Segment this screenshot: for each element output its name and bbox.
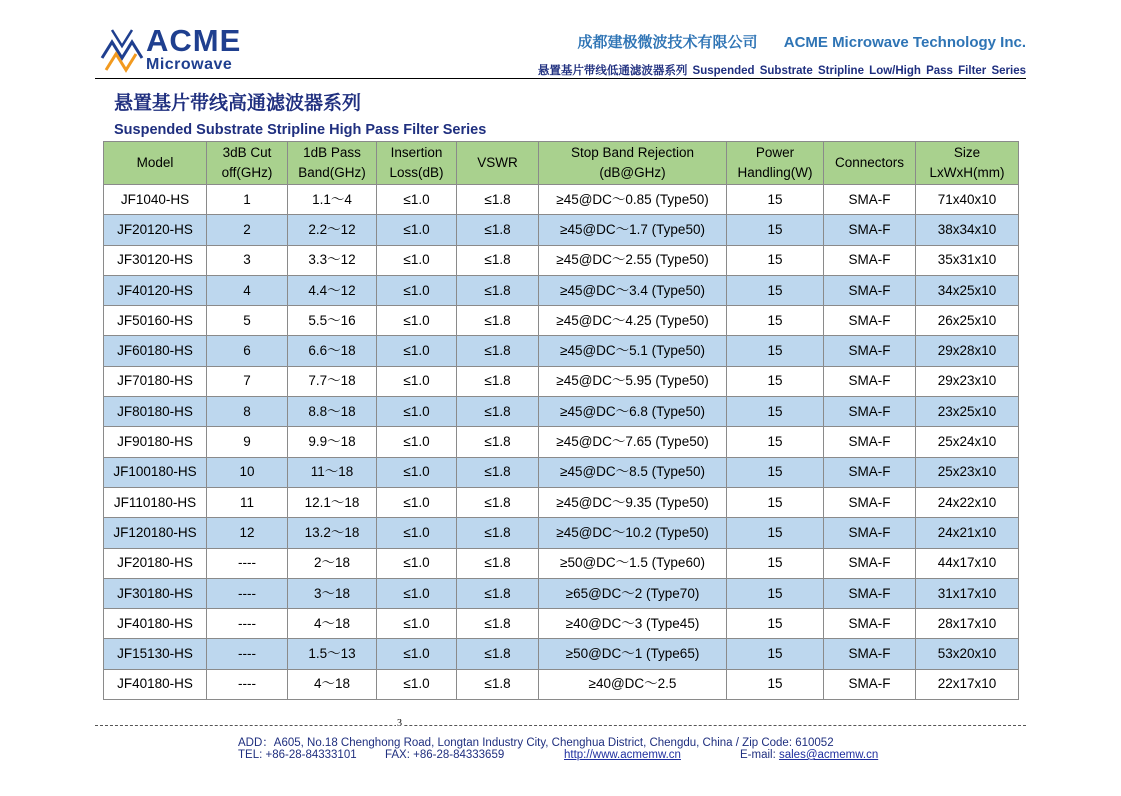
table-cell: 8 — [207, 397, 288, 427]
table-cell: ---- — [207, 609, 288, 639]
table-cell: 4.4～12 — [288, 275, 377, 305]
table-cell: ≥45@DC～6.8 (Type50) — [539, 397, 727, 427]
table-row — [104, 245, 1019, 275]
header-divider — [95, 78, 1026, 79]
table-cell: ≤1.0 — [377, 609, 457, 639]
table-cell: ---- — [207, 669, 288, 699]
table-cell: JF80180-HS — [104, 397, 207, 427]
table-cell: ≤1.8 — [457, 487, 539, 517]
table-header-cell — [727, 142, 824, 185]
table-cell: 29x23x10 — [916, 366, 1019, 396]
table-cell: ≤1.0 — [377, 487, 457, 517]
table-cell: SMA-F — [824, 397, 916, 427]
table-cell: SMA-F — [824, 578, 916, 608]
table-cell: JF50160-HS — [104, 306, 207, 336]
logo-wordmark: ACME — [146, 23, 242, 58]
table-cell: ≥45@DC～1.7 (Type50) — [539, 215, 727, 245]
table-cell: 3～18 — [288, 578, 377, 608]
table-cell: 15 — [727, 487, 824, 517]
table-cell: 31x17x10 — [916, 578, 1019, 608]
table-cell: 11～18 — [288, 457, 377, 487]
table-header-cell — [824, 142, 916, 185]
footer-email-link[interactable]: sales@acmemw.cn — [778, 749, 879, 761]
table-cell: 3.3～12 — [288, 245, 377, 275]
table-cell: 15 — [727, 669, 824, 699]
table-cell: JF1040-HS — [104, 185, 207, 215]
table-cell: 26x25x10 — [916, 306, 1019, 336]
table-cell: ≥45@DC～5.95 (Type50) — [539, 366, 727, 396]
table-cell: ≥40@DC～2.5 — [539, 669, 727, 699]
table-cell: ≥45@DC～7.65 (Type50) — [539, 427, 727, 457]
table-cell: SMA-F — [824, 548, 916, 578]
table-cell: 53x20x10 — [916, 639, 1019, 669]
series-heading: 悬置基片带线低通滤波器系列 Suspended Substrate Stripline Low/High Pass Filter Series — [537, 65, 1026, 77]
header-text: LxWxH(mm) — [929, 165, 1005, 180]
table-cell: ≤1.0 — [377, 639, 457, 669]
table-cell: JF120180-HS — [104, 518, 207, 548]
table-cell: 7 — [207, 366, 288, 396]
table-cell: JF70180-HS — [104, 366, 207, 396]
table-row — [104, 578, 1019, 608]
table-cell: 15 — [727, 275, 824, 305]
table-cell: 23x25x10 — [916, 397, 1019, 427]
table-cell: 29x28x10 — [916, 336, 1019, 366]
table-row — [104, 275, 1019, 305]
table-cell: ≤1.8 — [457, 336, 539, 366]
table-cell: ≤1.0 — [377, 336, 457, 366]
table-cell: ≤1.8 — [457, 366, 539, 396]
table-cell: ≤1.8 — [457, 639, 539, 669]
table-cell: SMA-F — [824, 275, 916, 305]
header-text: Power — [755, 145, 795, 160]
table-cell: 9 — [207, 427, 288, 457]
table-cell: 12 — [207, 518, 288, 548]
table-cell: 5 — [207, 306, 288, 336]
table-header-cell — [288, 142, 377, 185]
table-cell: ≥45@DC～9.35 (Type50) — [539, 487, 727, 517]
table-cell: 10 — [207, 457, 288, 487]
table-cell: ≤1.0 — [377, 518, 457, 548]
table-row — [104, 518, 1019, 548]
table-header-cell — [457, 142, 539, 185]
table-cell: ≤1.8 — [457, 397, 539, 427]
footer-email-label: E-mail: — [740, 749, 779, 761]
table-cell: ≤1.0 — [377, 366, 457, 396]
table-cell: ≥45@DC～4.25 (Type50) — [539, 306, 727, 336]
table-header-cell — [377, 142, 457, 185]
table-cell: ≤1.8 — [457, 518, 539, 548]
table-row — [104, 548, 1019, 578]
table-cell: 15 — [727, 518, 824, 548]
table-header-cell — [207, 142, 288, 185]
table-row — [104, 669, 1019, 699]
table-cell: ≤1.8 — [457, 609, 539, 639]
table-cell: ---- — [207, 639, 288, 669]
table-cell: SMA-F — [824, 336, 916, 366]
header-text: Insertion — [390, 145, 443, 160]
table-header-cell — [539, 142, 727, 185]
table-cell: SMA-F — [824, 487, 916, 517]
table-cell: ≤1.0 — [377, 397, 457, 427]
header-text: off(GHz) — [221, 165, 273, 180]
footer-website-link[interactable]: http://www.acmemw.cn — [564, 749, 681, 761]
table-row — [104, 427, 1019, 457]
table-cell: 2 — [207, 215, 288, 245]
table-cell: JF30180-HS — [104, 578, 207, 608]
table-cell: ≤1.0 — [377, 275, 457, 305]
footer-email — [740, 749, 878, 761]
table-cell: 35x31x10 — [916, 245, 1019, 275]
table-cell: 15 — [727, 245, 824, 275]
table-cell: 25x24x10 — [916, 427, 1019, 457]
table-row — [104, 397, 1019, 427]
header-text: Band(GHz) — [298, 165, 366, 180]
table-cell: ≤1.0 — [377, 669, 457, 699]
table-cell: JF110180-HS — [104, 487, 207, 517]
table-cell: JF30120-HS — [104, 245, 207, 275]
table-cell: ≤1.8 — [457, 215, 539, 245]
table-row — [104, 185, 1019, 215]
table-cell: 7.7～18 — [288, 366, 377, 396]
table-cell: 1 — [207, 185, 288, 215]
table-cell: ≤1.8 — [457, 548, 539, 578]
table-cell: 5.5～16 — [288, 306, 377, 336]
table-cell: JF20120-HS — [104, 215, 207, 245]
table-cell: 24x22x10 — [916, 487, 1019, 517]
table-cell: ≤1.8 — [457, 306, 539, 336]
table-row — [104, 609, 1019, 639]
header-text: VSWR — [477, 155, 518, 170]
header-text: Connectors — [834, 155, 905, 170]
table-cell: JF90180-HS — [104, 427, 207, 457]
company-name-cn: 成都建极微波技术有限公司 — [577, 34, 758, 51]
table-cell: 6 — [207, 336, 288, 366]
table-row — [104, 306, 1019, 336]
logo-subtitle: Microwave — [146, 56, 233, 73]
table-cell: 4～18 — [288, 609, 377, 639]
table-cell: 2～18 — [288, 548, 377, 578]
table-row — [104, 639, 1019, 669]
table-cell: 4 — [207, 275, 288, 305]
table-cell: ≥45@DC～10.2 (Type50) — [539, 518, 727, 548]
table-cell: JF40180-HS — [104, 609, 207, 639]
table-cell: ≤1.8 — [457, 427, 539, 457]
table-cell: ≥45@DC～2.55 (Type50) — [539, 245, 727, 275]
table-cell: 22x17x10 — [916, 669, 1019, 699]
table-cell: JF100180-HS — [104, 457, 207, 487]
table-header-row — [104, 142, 1019, 185]
table-cell: 11 — [207, 487, 288, 517]
table-cell: 15 — [727, 639, 824, 669]
header-text: 3dB Cut — [222, 145, 272, 160]
table-cell: 8.8～18 — [288, 397, 377, 427]
table-cell: 15 — [727, 578, 824, 608]
table-cell: 2.2～12 — [288, 215, 377, 245]
table-row — [104, 366, 1019, 396]
company-name — [578, 31, 1026, 52]
table-cell: 15 — [727, 306, 824, 336]
table-cell: JF60180-HS — [104, 336, 207, 366]
table-cell: 15 — [727, 427, 824, 457]
page-number: 3 — [397, 718, 402, 729]
page-title-en: Suspended Substrate Stripline High Pass Filter Series — [114, 122, 487, 138]
table-cell: ≥45@DC～3.4 (Type50) — [539, 275, 727, 305]
table-cell: 71x40x10 — [916, 185, 1019, 215]
table-cell: 4～18 — [288, 669, 377, 699]
table-cell: 15 — [727, 215, 824, 245]
table-cell: ≤1.0 — [377, 457, 457, 487]
table-cell: SMA-F — [824, 609, 916, 639]
table-cell: 1.1～4 — [288, 185, 377, 215]
table-cell: SMA-F — [824, 215, 916, 245]
table-cell: ≤1.8 — [457, 185, 539, 215]
table-cell: SMA-F — [824, 669, 916, 699]
table-cell: 12.1～18 — [288, 487, 377, 517]
page-title-cn: 悬置基片带线高通滤波器系列 — [114, 92, 362, 114]
table-cell: JF40180-HS — [104, 669, 207, 699]
footer-tel: TEL: +86-28-84333101 — [238, 749, 357, 761]
table-cell: ≥45@DC～0.85 (Type50) — [539, 185, 727, 215]
table-cell: ---- — [207, 548, 288, 578]
table-cell: JF20180-HS — [104, 548, 207, 578]
table-cell: SMA-F — [824, 518, 916, 548]
table-cell: ≥65@DC～2 (Type70) — [539, 578, 727, 608]
table-cell: ≤1.8 — [457, 245, 539, 275]
table-cell: SMA-F — [824, 427, 916, 457]
table-cell: 9.9～18 — [288, 427, 377, 457]
table-cell: 15 — [727, 336, 824, 366]
table-cell: 3 — [207, 245, 288, 275]
table-cell: 38x34x10 — [916, 215, 1019, 245]
table-cell: ≤1.0 — [377, 245, 457, 275]
table-row — [104, 215, 1019, 245]
table-cell: JF15130-HS — [104, 639, 207, 669]
acme-logo — [100, 22, 250, 78]
table-cell: 15 — [727, 185, 824, 215]
header-text: Stop Band Rejection — [570, 145, 695, 160]
company-name-en: ACME Microwave Technology Inc. — [783, 34, 1026, 51]
table-header-cell — [916, 142, 1019, 185]
table-cell: 34x25x10 — [916, 275, 1019, 305]
table-cell: 15 — [727, 609, 824, 639]
table-cell: SMA-F — [824, 457, 916, 487]
table-cell: ≤1.8 — [457, 669, 539, 699]
table-cell: 15 — [727, 548, 824, 578]
table-cell: ≤1.0 — [377, 548, 457, 578]
header-text: Size — [953, 145, 981, 160]
header-text: 1dB Pass — [303, 145, 361, 160]
table-cell: ≤1.0 — [377, 306, 457, 336]
table-cell: ≤1.8 — [457, 275, 539, 305]
table-cell: 24x21x10 — [916, 518, 1019, 548]
logo-mark-icon — [100, 22, 144, 74]
table-cell: 15 — [727, 397, 824, 427]
table-cell: ≥40@DC～3 (Type45) — [539, 609, 727, 639]
table-cell: ≤1.0 — [377, 185, 457, 215]
table-cell: ≤1.0 — [377, 578, 457, 608]
table-cell: 6.6～18 — [288, 336, 377, 366]
filter-spec-table — [103, 141, 1019, 700]
table-row — [104, 336, 1019, 366]
table-header-cell — [104, 142, 207, 185]
table-cell: JF40120-HS — [104, 275, 207, 305]
footer-address: ADD：A605, No.18 Chenghong Road, Longtan Industry City, Chenghua District, Chengdu, China / Zip Code: 610052 — [238, 737, 834, 749]
table-row — [104, 487, 1019, 517]
table-cell: 15 — [727, 457, 824, 487]
table-cell: 28x17x10 — [916, 609, 1019, 639]
header-text: Handling(W) — [737, 165, 813, 180]
table-cell: 1.5～13 — [288, 639, 377, 669]
table-cell: ≤1.0 — [377, 427, 457, 457]
header-text: Model — [136, 155, 174, 170]
header-text: (dB@GHz) — [599, 165, 666, 180]
footer-fax: FAX: +86-28-84333659 — [385, 749, 505, 761]
table-cell: 25x23x10 — [916, 457, 1019, 487]
table-cell: SMA-F — [824, 366, 916, 396]
table-cell: SMA-F — [824, 185, 916, 215]
table-cell: 44x17x10 — [916, 548, 1019, 578]
table-cell: ≥50@DC～1 (Type65) — [539, 639, 727, 669]
table-cell: SMA-F — [824, 245, 916, 275]
header-text: Loss(dB) — [389, 165, 444, 180]
table-cell: ---- — [207, 578, 288, 608]
table-cell: ≤1.8 — [457, 457, 539, 487]
table-cell: 15 — [727, 366, 824, 396]
table-cell: 13.2～18 — [288, 518, 377, 548]
table-cell: ≤1.8 — [457, 578, 539, 608]
table-cell: SMA-F — [824, 306, 916, 336]
table-cell: ≥45@DC～8.5 (Type50) — [539, 457, 727, 487]
table-cell: ≤1.0 — [377, 215, 457, 245]
table-cell: ≥50@DC～1.5 (Type60) — [539, 548, 727, 578]
table-cell: SMA-F — [824, 639, 916, 669]
table-row — [104, 457, 1019, 487]
table-cell: ≥45@DC～5.1 (Type50) — [539, 336, 727, 366]
footer-divider — [95, 725, 1026, 726]
